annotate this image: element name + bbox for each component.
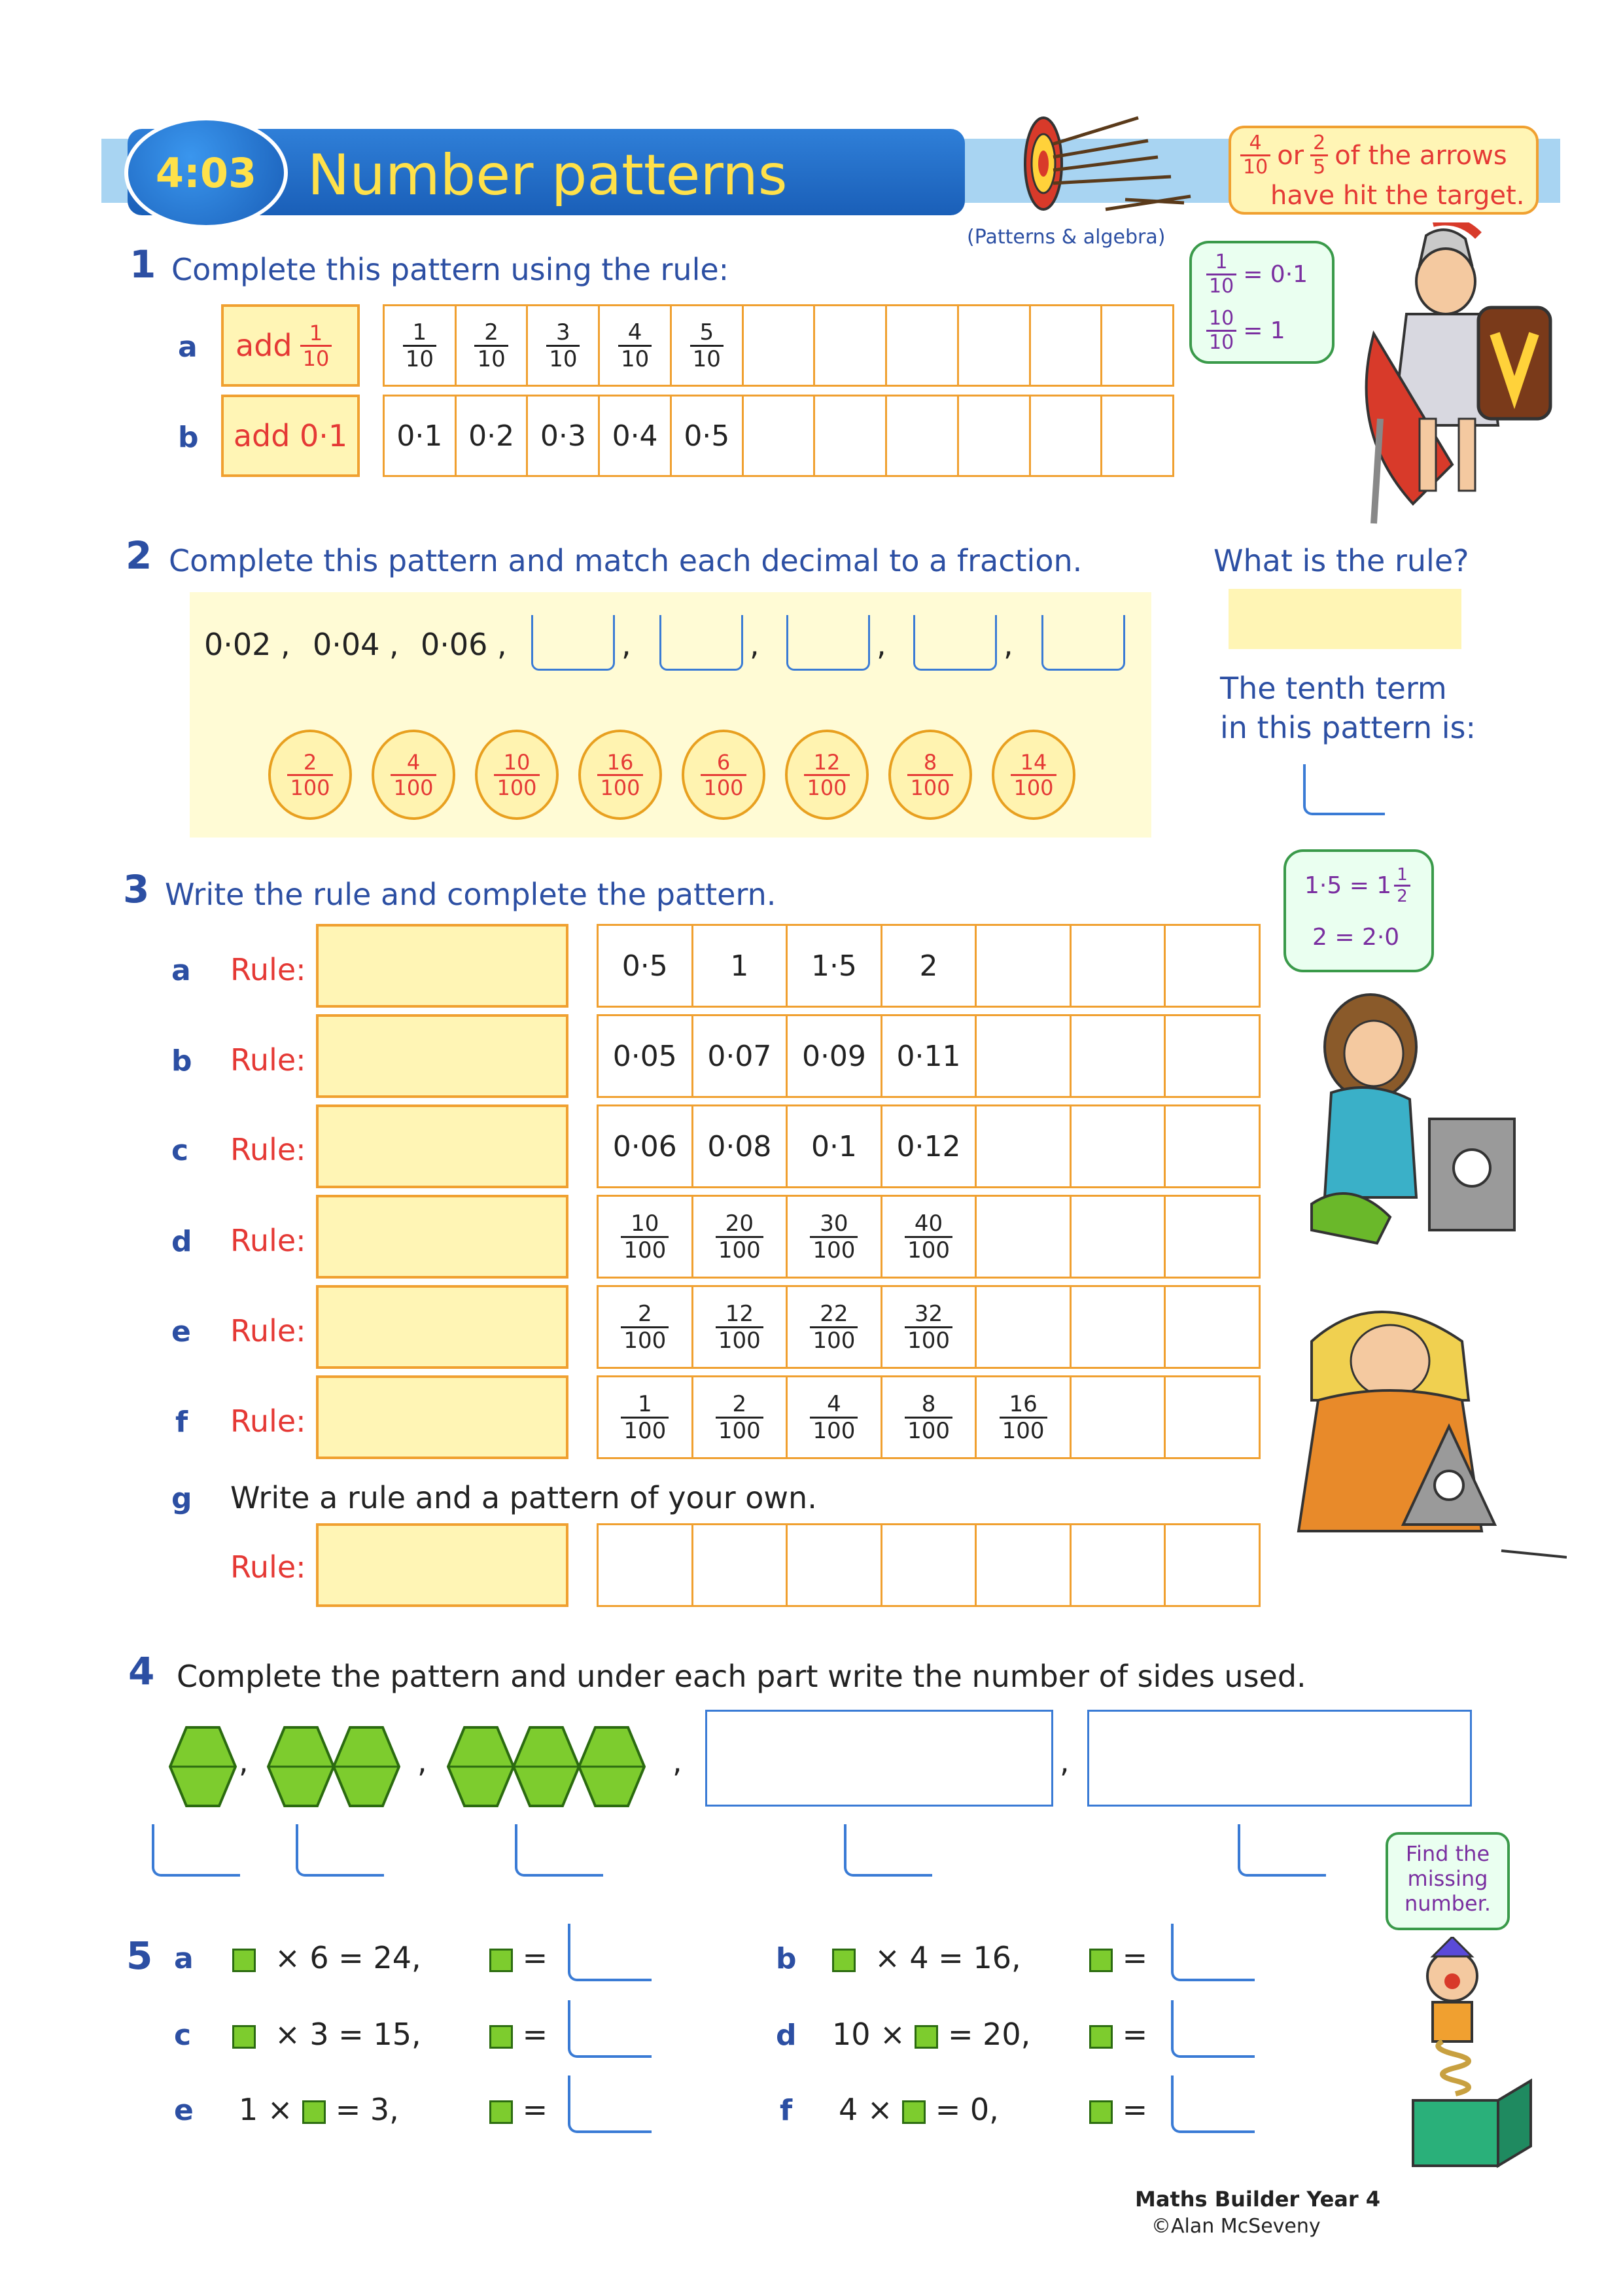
q5a-label: a <box>174 1942 194 1975</box>
q2-answer-box[interactable] <box>659 615 743 671</box>
note-frac1-den: 10 <box>1240 154 1270 177</box>
note-text2: have hit the target. <box>1270 181 1525 211</box>
q5e-equation: 1 × = 3, <box>239 2092 399 2127</box>
bubble3-line1: 1·5 = 1 <box>1304 872 1392 899</box>
q4-number: 4 <box>128 1649 155 1693</box>
q3e-cell: $\frac{22}{100}$ <box>788 1287 882 1367</box>
q3c-label: c <box>171 1134 189 1167</box>
q5c-result: = <box>489 2017 548 2052</box>
q1a-answer-cell[interactable] <box>1102 306 1172 385</box>
q3g-answer-cell[interactable] <box>882 1525 977 1605</box>
q3f-answer-cell[interactable] <box>1166 1377 1259 1457</box>
q4-comma: , <box>672 1744 682 1779</box>
q2-fraction-coin[interactable]: $\frac{4}{100}$ <box>372 730 455 820</box>
q1a-cell: $\frac{1}{10}$ <box>385 306 457 385</box>
q3g-answer-cell[interactable] <box>1166 1525 1259 1605</box>
bubble5-line1: Find the <box>1405 1841 1490 1866</box>
missing-number-square-icon <box>489 2100 513 2124</box>
q3a-pattern-row <box>597 924 1261 1008</box>
q4-draw-box[interactable] <box>1087 1710 1472 1807</box>
q1b-label: b <box>178 421 199 454</box>
q3a-cell: 1·5 <box>788 926 882 1006</box>
q5-number: 5 <box>126 1934 153 1978</box>
q3f-pattern-row <box>597 1375 1261 1459</box>
q2-comma: , <box>621 627 631 662</box>
q3b-answer-cell[interactable] <box>1072 1016 1166 1096</box>
q2-seq-term-3: 0·06 , <box>421 627 507 662</box>
q1b-cell: 0·2 <box>457 397 529 475</box>
q3b-answer-cell[interactable] <box>977 1016 1072 1096</box>
footer-book-title: Maths Builder Year 4 <box>1135 2187 1381 2212</box>
q3b-cell: 0·11 <box>882 1016 977 1096</box>
q1b-rule-box <box>221 395 360 477</box>
bubble5-line3: number. <box>1404 1891 1492 1916</box>
q2-tenth-term-line2: in this pattern is: <box>1220 710 1476 745</box>
q2-fraction-coin[interactable]: $\frac{8}{100}$ <box>888 730 972 820</box>
q3c-pattern-row <box>597 1104 1261 1188</box>
q3-speech-bubble: 1·5 = 1 $\frac{1}{2}$ 2 = 2·0 <box>1283 849 1434 972</box>
q1b-cell: 0·4 <box>600 397 672 475</box>
note-text1: of the arrows <box>1335 140 1507 171</box>
q1a-cell: $\frac{5}{10}$ <box>672 306 744 385</box>
q3e-cell: $\frac{32}{100}$ <box>882 1287 977 1367</box>
q2-tenth-term-line1: The tenth term <box>1220 671 1447 706</box>
bubble3-line2: 2 = 2·0 <box>1312 924 1400 951</box>
q1a-cell: $\frac{2}{10}$ <box>457 306 529 385</box>
q3f-cell: $\frac{16}{100}$ <box>977 1377 1072 1457</box>
q3c-answer-cell[interactable] <box>1072 1106 1166 1186</box>
q2-comma: , <box>1003 627 1013 662</box>
q3c-cell: 0·1 <box>788 1106 882 1186</box>
q1b-answer-cell[interactable] <box>887 397 959 475</box>
q2-answer-box[interactable] <box>1041 615 1125 671</box>
missing-number-square-icon <box>1089 1949 1113 1972</box>
q1b-answer-cell[interactable] <box>744 397 816 475</box>
q3b-cell: 0·07 <box>693 1016 788 1096</box>
q3f-cell: $\frac{1}{100}$ <box>599 1377 693 1457</box>
q2-fraction-coin[interactable]: $\frac{10}{100}$ <box>475 730 559 820</box>
q2-text: Complete this pattern and match each decimal to a fraction. <box>169 543 1083 578</box>
q5e-label: e <box>174 2094 194 2127</box>
q3a-answer-cell[interactable] <box>977 926 1072 1006</box>
bubble5-line2: missing <box>1407 1866 1488 1891</box>
q3a-cell: 0·5 <box>599 926 693 1006</box>
missing-number-square-icon <box>302 2100 326 2124</box>
missing-number-square-icon <box>1089 2025 1113 2049</box>
q2-fraction-coin[interactable]: $\frac{12}{100}$ <box>785 730 869 820</box>
q3c-cell: 0·08 <box>693 1106 788 1186</box>
q5e-answer[interactable] <box>568 2075 652 2133</box>
q3d-pattern-row <box>597 1195 1261 1279</box>
jack-in-the-box-illustration <box>1380 1937 1544 2172</box>
q3c-cell: 0·12 <box>882 1106 977 1186</box>
q3c-answer-cell[interactable] <box>977 1106 1072 1186</box>
header-code-badge <box>124 116 288 229</box>
q1a-answer-cell[interactable] <box>887 306 959 385</box>
q3c-rule-label: Rule: <box>230 1132 306 1167</box>
q3e-rule-input[interactable] <box>316 1285 568 1369</box>
q1-number: 1 <box>130 242 156 287</box>
q2-rule-answer-box[interactable] <box>1229 589 1461 649</box>
q1a-rule-box <box>221 304 360 387</box>
q2-seq-term-2: 0·04 , <box>313 627 399 662</box>
q3d-rule-input[interactable] <box>316 1195 568 1279</box>
q4-text: Complete the pattern and under each part write the number of sides used. <box>177 1659 1306 1694</box>
q3g-rule-input[interactable] <box>316 1523 568 1607</box>
q1b-answer-cell[interactable] <box>1031 397 1103 475</box>
q1b-cell: 0·5 <box>672 397 744 475</box>
footer-copyright: ©Alan McSeveny <box>1151 2215 1321 2238</box>
target-note-box <box>1229 126 1539 215</box>
q1a-rule-num: 1 <box>309 320 323 345</box>
q1a-answer-cell[interactable] <box>1031 306 1103 385</box>
q3e-rule-label: Rule: <box>230 1313 306 1349</box>
q1a-rule-word: add <box>236 328 292 363</box>
q3a-answer-cell[interactable] <box>1166 926 1259 1006</box>
q2-comma: , <box>877 627 886 662</box>
missing-number-square-icon <box>489 2025 513 2049</box>
q5a-equation: × 6 = 24, <box>232 1940 421 1975</box>
q2-seq-term-1: 0·02 , <box>204 627 290 662</box>
q5c-label: c <box>174 2019 192 2052</box>
q4-sides-answer[interactable] <box>1238 1824 1326 1877</box>
note-frac2-den: 5 <box>1310 154 1328 177</box>
q3a-answer-cell[interactable] <box>1072 926 1166 1006</box>
header-code: 4:03 <box>155 149 257 197</box>
q3d-cell: $\frac{40}{100}$ <box>882 1197 977 1277</box>
q3f-rule-label: Rule: <box>230 1404 306 1439</box>
q3g-pattern-row <box>597 1523 1261 1607</box>
q1b-pattern-row <box>383 395 1174 477</box>
q1a-rule-den: 10 <box>300 345 332 369</box>
q3f-cell: $\frac{4}{100}$ <box>788 1377 882 1457</box>
q5e-result: = <box>489 2092 548 2127</box>
q1b-answer-cell[interactable] <box>1102 397 1172 475</box>
q2-comma: , <box>750 627 759 662</box>
q5f-answer[interactable] <box>1171 2075 1255 2133</box>
q3b-rule-input[interactable] <box>316 1014 568 1098</box>
bubble1-line2: = 1 <box>1243 317 1285 344</box>
q2-number: 2 <box>126 533 152 578</box>
q4-sides-answer[interactable] <box>296 1824 384 1877</box>
q1a-cell: $\frac{3}{10}$ <box>528 306 600 385</box>
q3g-answer-cell[interactable] <box>977 1525 1072 1605</box>
caveman-illustration <box>1299 981 1547 1256</box>
q5b-answer[interactable] <box>1171 1924 1255 1981</box>
q5b-result: = <box>1089 1940 1147 1975</box>
q3e-answer-cell[interactable] <box>977 1287 1072 1367</box>
q3d-label: d <box>171 1225 192 1258</box>
q3c-cell: 0·06 <box>599 1106 693 1186</box>
topic-subtitle: (Patterns & algebra) <box>967 226 1166 249</box>
cavewoman-illustration <box>1279 1276 1567 1583</box>
q5d-equation: 10 × = 20, <box>832 2017 1031 2052</box>
q3f-rule-input[interactable] <box>316 1375 568 1459</box>
q5f-equation: 4 × = 0, <box>839 2092 999 2127</box>
q4-comma: , <box>239 1744 249 1779</box>
q3g-text: Write a rule and a pattern of your own. <box>230 1480 817 1515</box>
note-frac2-num: 2 <box>1313 132 1326 154</box>
q1b-cell: 0·1 <box>385 397 457 475</box>
missing-number-square-icon <box>915 2025 938 2049</box>
q5f-result: = <box>1089 2092 1147 2127</box>
q1a-pattern-row <box>383 304 1174 387</box>
q3c-rule-input[interactable] <box>316 1104 568 1188</box>
q5d-answer[interactable] <box>1171 2000 1255 2058</box>
q3c-answer-cell[interactable] <box>1166 1106 1259 1186</box>
q5a-result: = <box>489 1940 548 1975</box>
q2-tenth-term-answer[interactable] <box>1303 764 1385 815</box>
q3f-label: f <box>175 1405 188 1439</box>
q3b-cell: 0·09 <box>788 1016 882 1096</box>
q4-sides-answer[interactable] <box>844 1824 932 1877</box>
q3g-rule-label: Rule: <box>230 1549 306 1585</box>
q3b-label: b <box>171 1044 192 1078</box>
q5-speech-bubble <box>1386 1832 1510 1930</box>
q3e-answer-cell[interactable] <box>1166 1287 1259 1367</box>
q2-answer-box[interactable] <box>531 615 615 671</box>
q2-fraction-coin[interactable]: $\frac{14}{100}$ <box>992 730 1075 820</box>
note-frac1-num: 4 <box>1249 132 1262 154</box>
q3g-answer-cell[interactable] <box>788 1525 882 1605</box>
q3b-answer-cell[interactable] <box>1166 1016 1259 1096</box>
q4-comma: , <box>417 1744 427 1779</box>
q5b-label: b <box>776 1942 797 1975</box>
q1b-answer-cell[interactable] <box>815 397 887 475</box>
q2-rule-question: What is the rule? <box>1213 543 1469 578</box>
q2-fraction-coin[interactable]: $\frac{6}{100}$ <box>682 730 765 820</box>
q4-comma: , <box>1060 1744 1070 1779</box>
q3a-cell: 1 <box>693 926 788 1006</box>
q1b-rule: add 0·1 <box>233 418 348 453</box>
q3d-rule-label: Rule: <box>230 1223 306 1258</box>
q3e-pattern-row <box>597 1285 1261 1369</box>
q3g-answer-cell[interactable] <box>1072 1525 1166 1605</box>
missing-number-square-icon <box>1089 2100 1113 2124</box>
q3d-cell: $\frac{10}{100}$ <box>599 1197 693 1277</box>
q3d-answer-cell[interactable] <box>1166 1197 1259 1277</box>
missing-number-square-icon <box>232 2025 256 2049</box>
q3f-cell: $\frac{8}{100}$ <box>882 1377 977 1457</box>
q3a-rule-label: Rule: <box>230 952 306 987</box>
q1-speech-bubble: $\frac{1}{10}$ = 0·1 $\frac{10}{10}$ = 1 <box>1189 241 1335 364</box>
q3-text: Write the rule and complete the pattern. <box>165 877 777 912</box>
q3g-answer-cell[interactable] <box>693 1525 788 1605</box>
q3d-cell: $\frac{30}{100}$ <box>788 1197 882 1277</box>
q5a-answer[interactable] <box>568 1924 652 1981</box>
q3d-answer-cell[interactable] <box>977 1197 1072 1277</box>
q2-fraction-coin[interactable]: $\frac{2}{100}$ <box>268 730 352 820</box>
q2-fraction-coin[interactable]: $\frac{16}{100}$ <box>578 730 662 820</box>
q5c-equation: × 3 = 15, <box>232 2017 421 2052</box>
missing-number-square-icon <box>489 1949 513 1972</box>
q1a-answer-cell[interactable] <box>815 306 887 385</box>
q1a-answer-cell[interactable] <box>744 306 816 385</box>
q3d-cell: $\frac{20}{100}$ <box>693 1197 788 1277</box>
roman-soldier-illustration <box>1328 222 1563 537</box>
missing-number-square-icon <box>832 1949 856 1972</box>
q4-draw-box[interactable] <box>705 1710 1053 1807</box>
q5f-label: f <box>780 2094 793 2127</box>
q3e-cell: $\frac{12}{100}$ <box>693 1287 788 1367</box>
q3a-cell: 2 <box>882 926 977 1006</box>
q4-sides-answer[interactable] <box>515 1824 603 1877</box>
q1b-answer-cell[interactable] <box>959 397 1031 475</box>
note-or: or <box>1277 140 1304 171</box>
q3a-rule-input[interactable] <box>316 924 568 1008</box>
q2-answer-box[interactable] <box>786 615 870 671</box>
q5d-result: = <box>1089 2017 1147 2052</box>
q4-sides-answer[interactable] <box>152 1824 240 1877</box>
q1a-answer-cell[interactable] <box>959 306 1031 385</box>
q3f-answer-cell[interactable] <box>1072 1377 1166 1457</box>
q3g-answer-cell[interactable] <box>599 1525 693 1605</box>
missing-number-square-icon <box>232 1949 256 1972</box>
q3e-answer-cell[interactable] <box>1072 1287 1166 1367</box>
q1a-cell: $\frac{4}{10}$ <box>600 306 672 385</box>
q3e-cell: $\frac{2}{100}$ <box>599 1287 693 1367</box>
q3e-label: e <box>171 1315 191 1349</box>
q3g-label: g <box>171 1482 192 1515</box>
q3a-label: a <box>171 954 191 987</box>
q3-number: 3 <box>123 867 150 911</box>
target-icon <box>1007 105 1204 216</box>
q3f-cell: $\frac{2}{100}$ <box>693 1377 788 1457</box>
missing-number-square-icon <box>902 2100 926 2124</box>
q3d-answer-cell[interactable] <box>1072 1197 1166 1277</box>
q3b-pattern-row <box>597 1014 1261 1098</box>
q1b-cell: 0·3 <box>528 397 600 475</box>
bubble1-line1: = 0·1 <box>1243 261 1308 288</box>
q3b-cell: 0·05 <box>599 1016 693 1096</box>
q5d-label: d <box>776 2019 797 2052</box>
q5c-answer[interactable] <box>568 2000 652 2058</box>
q3b-rule-label: Rule: <box>230 1042 306 1078</box>
q2-answer-box[interactable] <box>913 615 997 671</box>
q1a-label: a <box>178 330 198 364</box>
q5b-equation: × 4 = 16, <box>832 1940 1021 1975</box>
q1-text: Complete this pattern using the rule: <box>171 252 729 287</box>
page-title: Number patterns <box>307 143 788 208</box>
